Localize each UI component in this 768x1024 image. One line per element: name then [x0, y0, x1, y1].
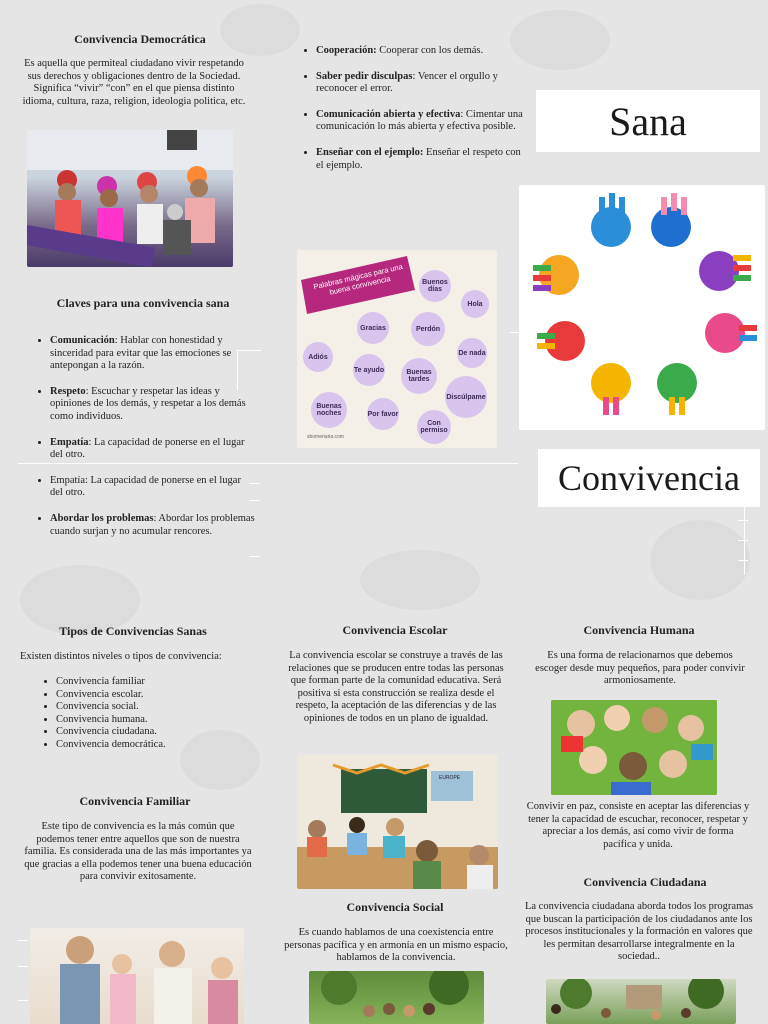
poster-word: Buenos días: [419, 270, 451, 302]
cover-sana-text: Sana: [609, 98, 687, 144]
claves-list: [30, 335, 256, 551]
claves-item: • Empatía: La capacidad de ponerse en el lugar del otro.: [50, 437, 256, 462]
guide-line: [738, 540, 748, 541]
familiar-photo-art: [30, 928, 244, 1024]
ciudadana-title: Convivencia Ciudadana: [583, 875, 707, 889]
cover-title-convivencia: [538, 449, 760, 507]
humana-photo-art: [551, 700, 717, 795]
familiar-photo: [30, 928, 244, 1024]
tipos-list: [36, 676, 256, 752]
poster-footer: sbomenaria.com: [307, 434, 344, 440]
poster-word: Buenas noches: [311, 392, 347, 428]
social-title: Convivencia Social: [346, 900, 444, 914]
guide-line: [18, 1000, 28, 1001]
democratica-body: Es aquella que permiteal ciudadano vivir respetando sus derechos y obligaciones dentro de la Sociedad. Significa “vivir” “con” en el que piensa distinto idioma, cultura, raza, religion, ideologia politica, etc.: [22, 58, 246, 107]
poster-word: Perdón: [411, 312, 445, 346]
valores-list: [296, 45, 528, 185]
guide-line: [237, 350, 261, 351]
cover-hands-image: [519, 185, 765, 430]
escolar-board-label: EUROPE: [439, 775, 461, 781]
humana-body2: Convivir en paz, consiste en aceptar las diferencias y tener la capacidad de escuchar, reconocer, respetar y apreciar a los demás, así como vivir de forma pacífica y unida.: [526, 801, 750, 850]
colorful-hands-art: [519, 185, 765, 430]
guide-line: [738, 560, 748, 561]
social-photo: [309, 971, 484, 1024]
familiar-body: Este tipo de convivencia es la más común que podemos tener entre aquellos que son de nuestra familia. Es considerada una de las más importantes ya que gracias a ella podemos tener una buena educación para convivir exitosamente.: [24, 821, 252, 883]
tipos-item: • Convivencia humana.: [56, 714, 256, 727]
tipos-item: • Convivencia social.: [56, 701, 256, 714]
tipos-intro: Existen distintos niveles o tipos de convivencia:: [20, 651, 222, 662]
valores-item: • Cooperación: Cooperar con los demás.: [316, 45, 528, 58]
humana-title: Convivencia Humana: [583, 623, 695, 637]
humana-body: Es una forma de relacionarnos que debemos escoger desde muy pequeños, para poder convivir armoniosamente.: [535, 650, 745, 687]
guide-line: [18, 966, 28, 967]
guide-line: [250, 556, 260, 557]
guide-line: [250, 500, 260, 501]
poster-word: Adiós: [303, 342, 333, 372]
claves-item: • Respeto: Escuchar y respetar las ideas y opiniones de los demás, y respetar a los demás como individuos.: [50, 386, 256, 424]
palabras-magicas-poster: [297, 250, 497, 448]
poster-word: Te ayudo: [353, 354, 385, 386]
escolar-title: Convivencia Escolar: [342, 623, 448, 637]
valores-item: • Enseñar con el ejemplo: Enseñar el respeto con el ejemplo.: [316, 147, 528, 172]
claves-item: • Abordar los problemas: Abordar los problemas cuando surjan y no acumular rencores.: [50, 513, 256, 538]
escolar-body: La convivencia escolar se construye a través de las relaciones que se producen entre todas las personas que forman parte de la comunidad educativa. Será positiva si esta construcción se realiza desde el respeto, la aceptación de las diferencias y de las opiniones de todos en un plano de igualdad.: [288, 650, 504, 724]
tipos-item: • Convivencia ciudadana.: [56, 726, 256, 739]
claves-title: Claves para una convivencia sana: [56, 296, 230, 310]
ciudadana-photo-art: [546, 979, 736, 1024]
guide-line: [18, 463, 518, 464]
guide-line: [237, 350, 238, 390]
claves-item: • Empatía: La capacidad de ponerse en el lugar del otro.: [50, 475, 256, 500]
guide-line: [250, 483, 260, 484]
poster-word: Buenas tardes: [401, 358, 437, 394]
valores-item: • Saber pedir disculpas: Vencer el orgullo y reconocer el error.: [316, 71, 528, 96]
poster-word: Hola: [461, 290, 489, 318]
tipos-item: • Convivencia democrática.: [56, 739, 256, 752]
valores-item: • Comunicación abierta y efectiva: Cimentar una comunicación lo más abierta y efectiva posible.: [316, 109, 528, 134]
tipos-item: • Convivencia familiar: [56, 676, 256, 689]
guide-line: [18, 940, 28, 941]
poster-word: Discúlpame: [445, 376, 487, 418]
poster-word: Por favor: [367, 398, 399, 430]
poster-banner-text: Palabras mágicas para una buena convivencia: [312, 261, 404, 297]
democratica-photo: [27, 130, 233, 267]
familiar-title: Convivencia Familiar: [79, 794, 191, 808]
claves-item: • Comunicación: Hablar con honestidad y sinceridad para evitar que las emociones se antepongan a la razón.: [50, 335, 256, 373]
democratica-title: Convivencia Democrática: [74, 32, 206, 46]
poster-word: Con permiso: [417, 410, 451, 444]
poster-word: De nada: [457, 338, 487, 368]
cover-convivencia-text: Convivencia: [558, 458, 740, 498]
ciudadana-photo: [546, 979, 736, 1024]
cover-title-sana: [536, 90, 760, 152]
tipos-title: Tipos de Convivencias Sanas: [59, 624, 207, 638]
escolar-photo: [297, 755, 498, 889]
social-photo-art: [309, 971, 484, 1024]
social-body: Es cuando hablamos de una coexistencia entre personas pacífica y en armonía en un mismo espacio, hablamos de la convivencia.: [284, 927, 508, 964]
humana-photo: [551, 700, 717, 795]
ciudadana-body: La convivencia ciudadana aborda todos los programas que buscan la participación de los ciudadanos ante los procesos institucionales y la formación en valores que les permitan desarrollarse integralmente en la sociedad..: [524, 901, 753, 963]
democratica-photo-art: [27, 130, 233, 267]
guide-line: [738, 520, 748, 521]
tipos-item: • Convivencia escolar.: [56, 689, 256, 702]
poster-word: Gracias: [357, 312, 389, 344]
escolar-photo-art: [297, 755, 498, 889]
